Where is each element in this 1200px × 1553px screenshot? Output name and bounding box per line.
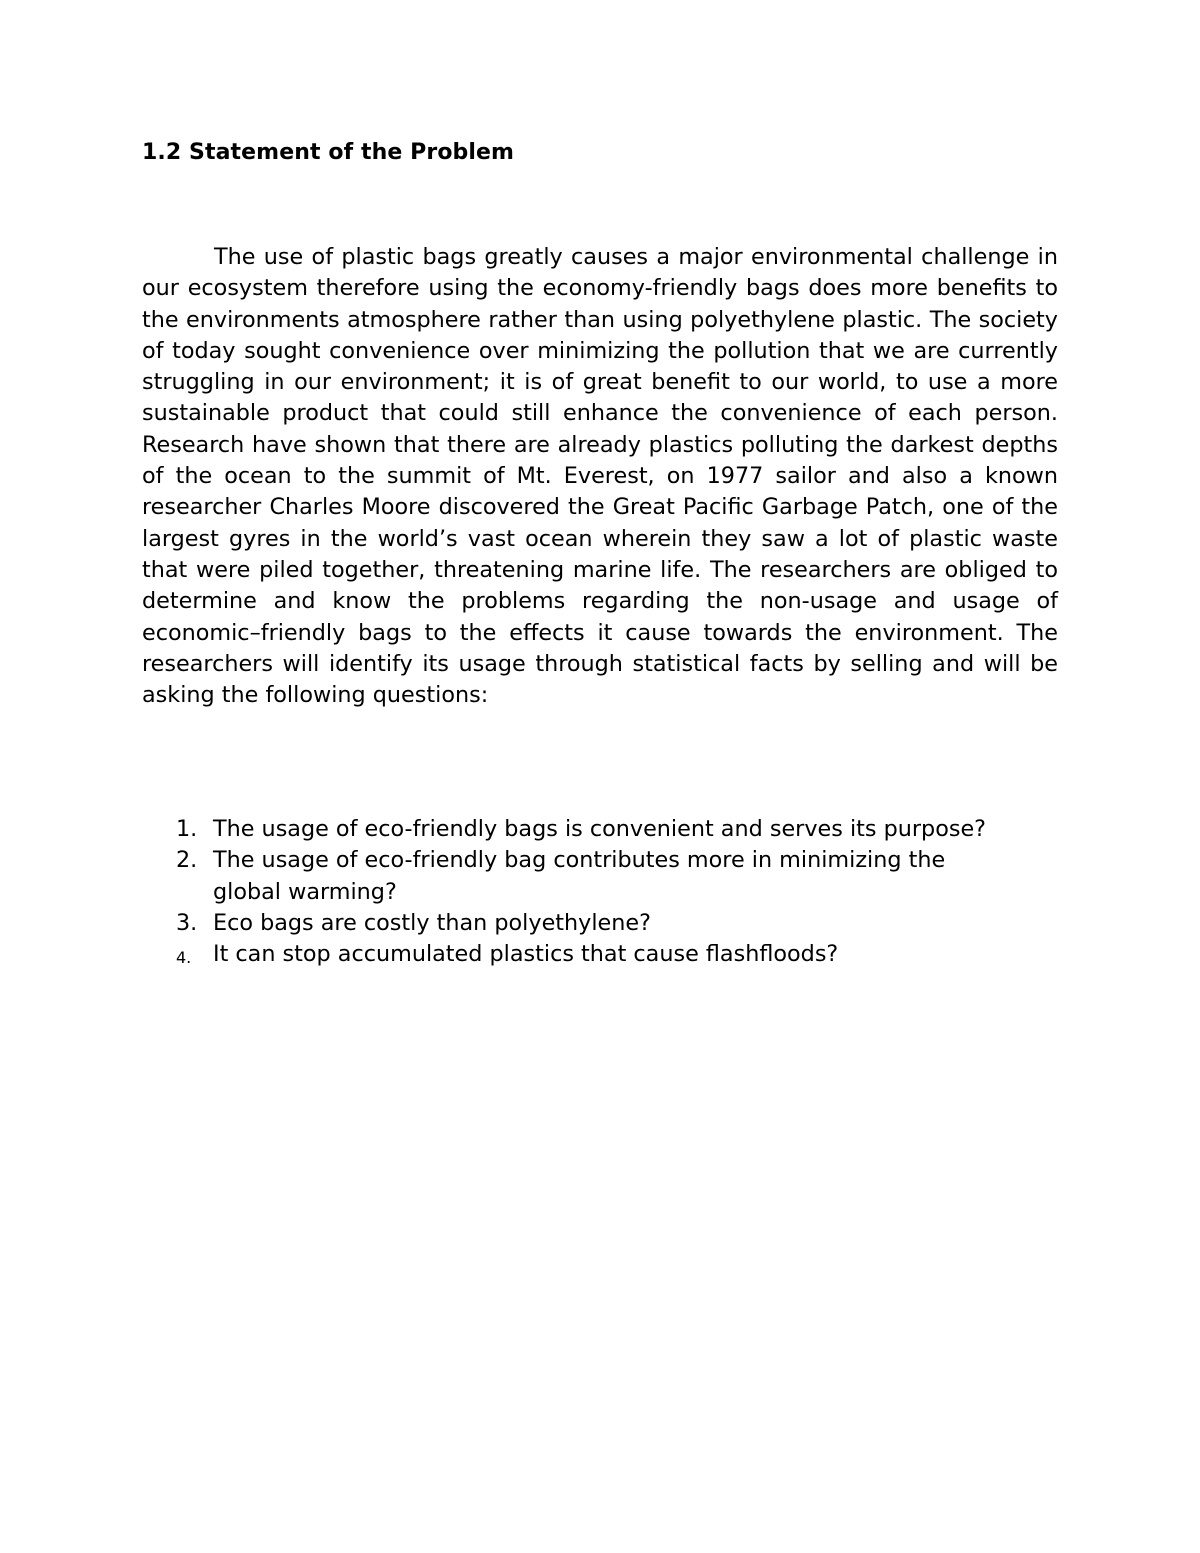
list-item-number: 1. bbox=[176, 816, 198, 842]
list-item bbox=[142, 908, 1013, 939]
list-item-text: The usage of eco-friendly bags is convenient and serves its purpose? bbox=[213, 816, 987, 842]
list-item-number: 4. bbox=[176, 948, 192, 968]
section-heading: 1.2 Statement of the Problem bbox=[142, 140, 515, 165]
question-list bbox=[142, 814, 1058, 970]
list-item-text: The usage of eco-friendly bag contributes more in minimizing the global warming? bbox=[213, 847, 946, 905]
list-item-number: 2. bbox=[176, 847, 198, 874]
list-item-number: 3. bbox=[176, 909, 198, 936]
problem-paragraph: The use of plastic bags greatly causes a major environmental challenge in our ecosystem therefore using the economy-friendly bags does more benefits to the environments atmosphere rather than using polyethylene plastic. The society of today sought convenience over minimizing the pollution that we are currently struggling in our environment; it is of great benefit to our world, to use a more sustainable product that could still enhance the convenience of each person. Research have shown that there are already plastics polluting the darkest depths of the ocean to the summit of Mt. Everest, on 1977 sailor and also a known researcher Charles Moore discovered the Great Pacific Garbage Patch, one of the largest gyres in the world’s vast ocean wherein they saw a lot of plastic waste that were piled together, threatening marine life. The researchers are obliged to determine and know the problems regarding the non-usage and usage of economic–friendly bags to the effects it cause towards the environment. The researchers will identify its usage through statistical facts by selling and will be asking the following questions: bbox=[142, 244, 1058, 709]
list-item bbox=[142, 845, 1013, 908]
list-item bbox=[142, 814, 1013, 845]
list-item-text: Eco bags are costly than polyethylene? bbox=[213, 909, 651, 936]
list-item bbox=[142, 939, 1013, 970]
list-item-text: It can stop accumulated plastics that cause flashfloods? bbox=[213, 941, 839, 968]
